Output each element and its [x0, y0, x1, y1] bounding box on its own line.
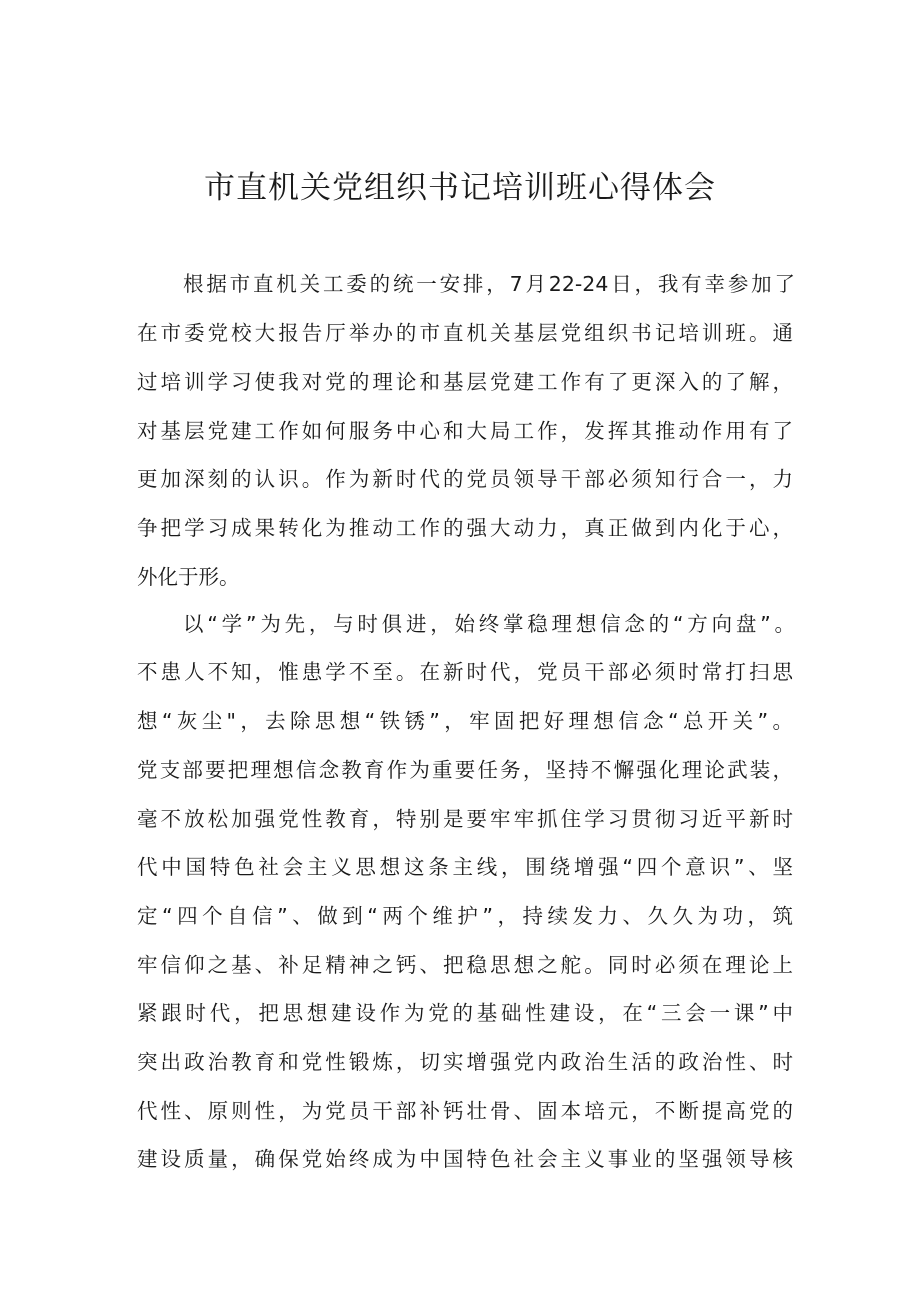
paragraph-2-line: 突出政治教育和党性锻炼，切实增强党内政治生活的政治性、时 [137, 1050, 793, 1074]
paragraph-2-line: 代性、原则性，为党员干部补钙壮骨、固本培元，不断提高党的 [137, 1099, 793, 1123]
paragraph-2-line: 代中国特色社会主义思想这条主线，围绕增强“四个意识”、坚 [137, 855, 793, 879]
paragraph-1-line: 争把学习成果转化为推动工作的强大动力，真正做到内化于心， [137, 516, 793, 540]
paragraph-1-line: 根据市直机关工委的统一安排，7月22-24日，我有幸参加了 [183, 272, 795, 296]
paragraph-1-line: 更加深刻的认识。作为新时代的党员领导干部必须知行合一，力 [137, 467, 793, 491]
paragraph-1-line: 过培训学习使我对党的理论和基层党建工作有了更深入的了解， [137, 370, 793, 394]
paragraph-2-line: 建设质量，确保党始终成为中国特色社会主义事业的坚强领导核 [137, 1147, 793, 1171]
paragraph-2-line: 紧跟时代，把思想建设作为党的基础性建设，在“三会一课”中 [137, 1001, 793, 1025]
paragraph-2-line: 牢信仰之基、补足精神之钙、把稳思想之舵。同时必须在理论上 [137, 953, 793, 977]
paragraph-1-line: 在市委党校大报告厅举办的市直机关基层党组织书记培训班。通 [137, 321, 793, 345]
paragraph-2-line: 毫不放松加强党性教育，特别是要牢牢抓住学习贯彻习近平新时 [137, 807, 793, 831]
paragraph-2-line: 想“灰尘"，去除思想“铁锈”，牢固把好理想信念“总开关”。 [137, 709, 793, 733]
document-title: 市直机关党组织书记培训班心得体会 [204, 170, 716, 206]
paragraph-2-line: 定“四个自信”、做到“两个维护”，持续发力、久久为功，筑 [137, 904, 793, 928]
paragraph-2-line: 以“学”为先，与时俱进，始终掌稳理想信念的“方向盘”。 [183, 612, 795, 636]
paragraph-1-line: 外化于形。 [137, 565, 240, 589]
paragraph-2-line: 不患人不知，惟患学不至。在新时代，党员干部必须时常打扫思 [137, 660, 793, 684]
paragraph-2-line: 党支部要把理想信念教育作为重要任务，坚持不懈强化理论武装， [137, 758, 793, 782]
paragraph-1-line: 对基层党建工作如何服务中心和大局工作，发挥其推动作用有了 [137, 419, 793, 443]
